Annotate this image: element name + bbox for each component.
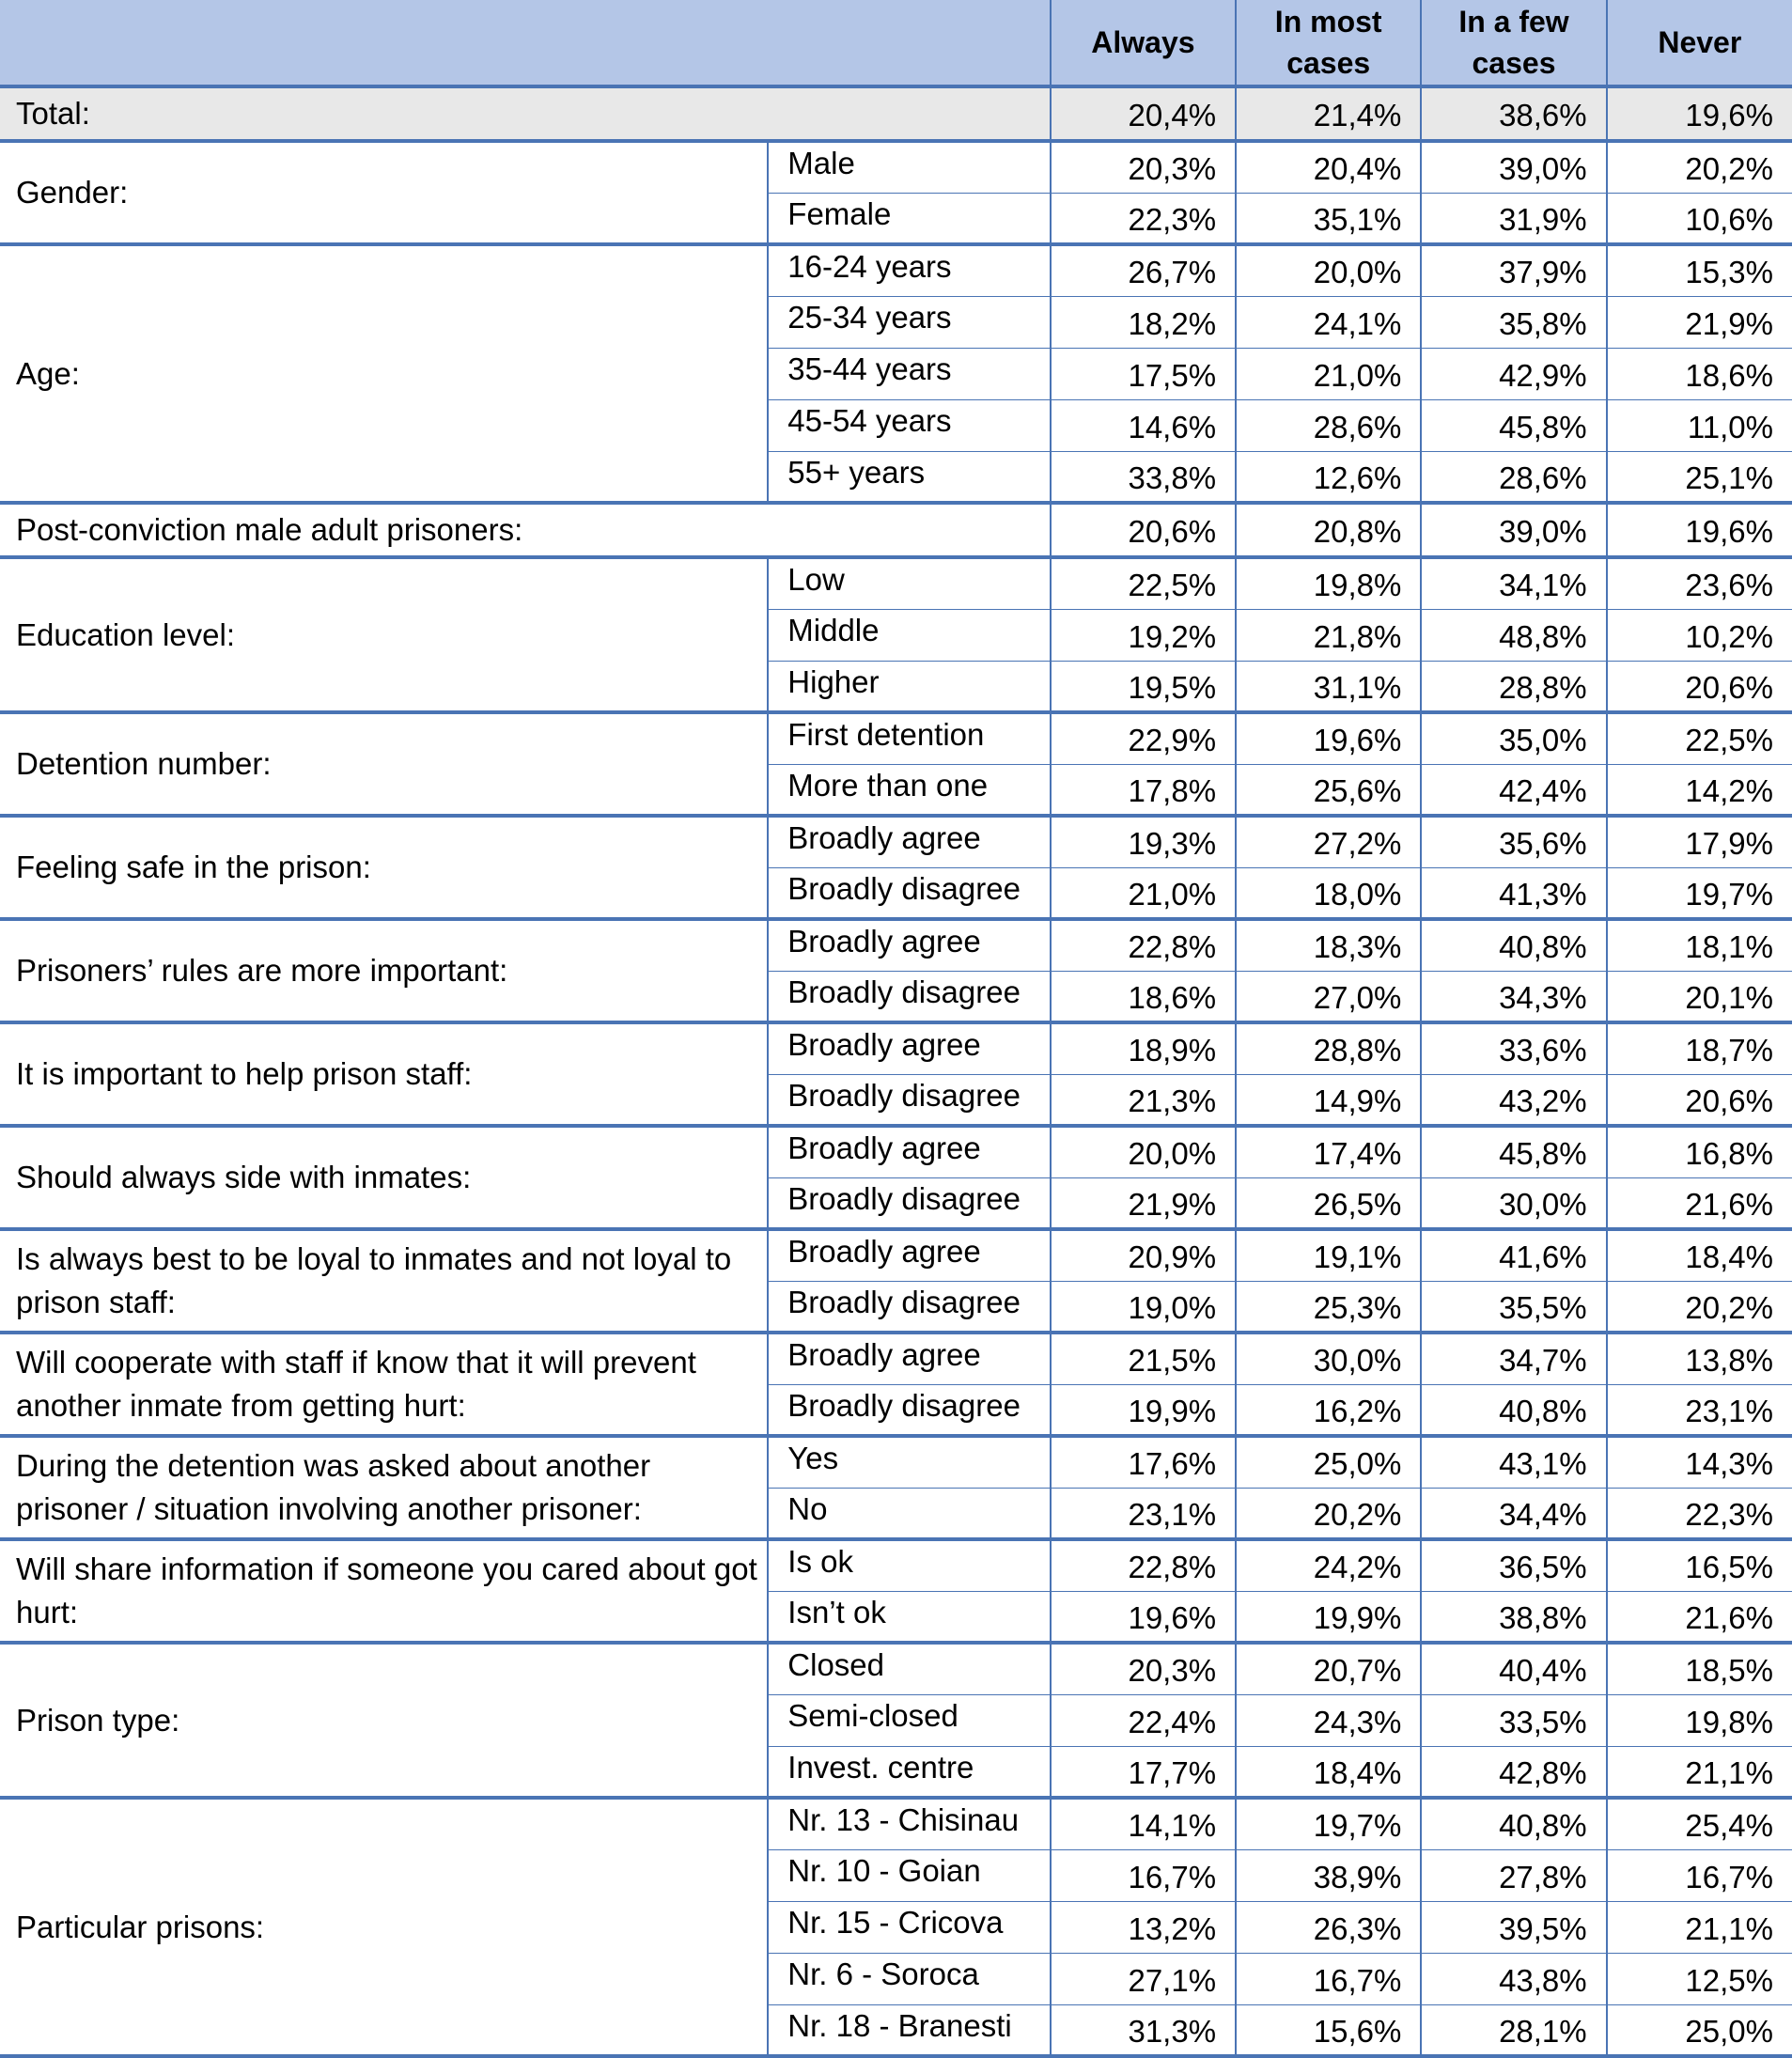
cell-value: 38,6% xyxy=(1421,86,1606,141)
cell-value: 40,8% xyxy=(1421,1384,1606,1436)
group-label: Should always side with inmates: xyxy=(0,1126,768,1229)
cell-value: 19,6% xyxy=(1607,86,1792,141)
cell-value: 24,1% xyxy=(1236,296,1421,348)
cell-value: 20,1% xyxy=(1607,971,1792,1022)
cell-value: 28,1% xyxy=(1421,2004,1606,2056)
row-label: Broadly disagree xyxy=(768,1384,1050,1436)
cell-value: 27,8% xyxy=(1421,1849,1606,1901)
cell-value: 17,4% xyxy=(1236,1126,1421,1177)
cell-value: 19,0% xyxy=(1051,1281,1236,1333)
cell-value: 31,9% xyxy=(1421,193,1606,244)
cell-value: 20,2% xyxy=(1607,1281,1792,1333)
row-label: Male xyxy=(768,141,1050,193)
cell-value: 34,3% xyxy=(1421,971,1606,1022)
cell-value: 31,3% xyxy=(1051,2004,1236,2056)
row-label: Nr. 10 - Goian xyxy=(768,1849,1050,1901)
cell-value: 20,7% xyxy=(1236,1643,1421,1694)
table-row xyxy=(0,1436,1792,1488)
cell-value: 35,6% xyxy=(1421,816,1606,867)
group-label: Prison type: xyxy=(0,1643,768,1798)
cell-value: 19,6% xyxy=(1607,503,1792,557)
cell-value: 23,1% xyxy=(1051,1488,1236,1539)
row-label: Broadly disagree xyxy=(768,1177,1050,1229)
cell-value: 21,0% xyxy=(1236,348,1421,399)
cell-value: 26,5% xyxy=(1236,1177,1421,1229)
group-label: Feeling safe in the prison: xyxy=(0,816,768,919)
header-row xyxy=(0,0,1792,86)
cell-value: 17,5% xyxy=(1051,348,1236,399)
row-label: 16-24 years xyxy=(768,244,1050,296)
cell-value: 45,8% xyxy=(1421,1126,1606,1177)
cell-value: 35,1% xyxy=(1236,193,1421,244)
cell-value: 16,7% xyxy=(1051,1849,1236,1901)
row-label: Broadly agree xyxy=(768,1022,1050,1074)
group-label: Will share information if someone you cared about got hurt: xyxy=(0,1539,768,1643)
cell-value: 18,6% xyxy=(1607,348,1792,399)
row-label: Closed xyxy=(768,1643,1050,1694)
cell-value: 16,7% xyxy=(1236,1953,1421,2004)
table-row xyxy=(0,1022,1792,1074)
row-label: 55+ years xyxy=(768,451,1050,503)
row-label: Isn’t ok xyxy=(768,1591,1050,1643)
total-row xyxy=(0,86,1792,141)
cell-value: 15,6% xyxy=(1236,2004,1421,2056)
post-conviction-label: Post-conviction male adult prisoners: xyxy=(0,503,1051,557)
cell-value: 20,2% xyxy=(1607,141,1792,193)
cell-value: 25,0% xyxy=(1607,2004,1792,2056)
cell-value: 19,9% xyxy=(1051,1384,1236,1436)
row-label: Nr. 13 - Chisinau xyxy=(768,1798,1050,1849)
table-row xyxy=(0,919,1792,971)
cell-value: 13,8% xyxy=(1607,1333,1792,1384)
cell-value: 22,4% xyxy=(1051,1694,1236,1746)
cell-value: 19,8% xyxy=(1236,557,1421,609)
post-conviction-row xyxy=(0,503,1792,557)
cell-value: 33,5% xyxy=(1421,1694,1606,1746)
group-label: Will cooperate with staff if know that it will prevent another inmate from getting hurt: xyxy=(0,1333,768,1436)
row-label: First detention xyxy=(768,712,1050,764)
cell-value: 25,1% xyxy=(1607,451,1792,503)
table-row xyxy=(0,1333,1792,1384)
cell-value: 17,9% xyxy=(1607,816,1792,867)
cell-value: 19,8% xyxy=(1607,1694,1792,1746)
table-row xyxy=(0,712,1792,764)
cell-value: 45,8% xyxy=(1421,399,1606,451)
row-label: Broadly agree xyxy=(768,1333,1050,1384)
cell-value: 22,8% xyxy=(1051,1539,1236,1591)
table-row xyxy=(0,816,1792,867)
cell-value: 10,6% xyxy=(1607,193,1792,244)
cell-value: 24,3% xyxy=(1236,1694,1421,1746)
cell-value: 28,6% xyxy=(1236,399,1421,451)
cell-value: 20,0% xyxy=(1236,244,1421,296)
cell-value: 16,2% xyxy=(1236,1384,1421,1436)
cell-value: 18,7% xyxy=(1607,1022,1792,1074)
cell-value: 25,4% xyxy=(1607,1798,1792,1849)
group-label: Prisoners’ rules are more important: xyxy=(0,919,768,1022)
cell-value: 48,8% xyxy=(1421,609,1606,661)
row-label: 25-34 years xyxy=(768,296,1050,348)
cell-value: 19,7% xyxy=(1607,867,1792,919)
cell-value: 21,0% xyxy=(1051,867,1236,919)
cell-value: 11,0% xyxy=(1607,399,1792,451)
cell-value: 18,9% xyxy=(1051,1022,1236,1074)
table-row xyxy=(0,244,1792,296)
row-label: Broadly agree xyxy=(768,919,1050,971)
row-label: Nr. 18 - Branesti xyxy=(768,2004,1050,2056)
group-label: It is important to help prison staff: xyxy=(0,1022,768,1126)
group-label: Age: xyxy=(0,244,768,503)
cell-value: 14,6% xyxy=(1051,399,1236,451)
cell-value: 21,9% xyxy=(1607,296,1792,348)
cell-value: 21,1% xyxy=(1607,1901,1792,1953)
cell-value: 24,2% xyxy=(1236,1539,1421,1591)
cell-value: 20,2% xyxy=(1236,1488,1421,1539)
cell-value: 14,9% xyxy=(1236,1074,1421,1126)
cell-value: 22,9% xyxy=(1051,712,1236,764)
row-label: Nr. 15 - Cricova xyxy=(768,1901,1050,1953)
cell-value: 30,0% xyxy=(1421,1177,1606,1229)
cell-value: 20,3% xyxy=(1051,1643,1236,1694)
row-label: 35-44 years xyxy=(768,348,1050,399)
cell-value: 20,0% xyxy=(1051,1126,1236,1177)
group-label: Education level: xyxy=(0,557,768,712)
cell-value: 28,6% xyxy=(1421,451,1606,503)
cell-value: 39,0% xyxy=(1421,503,1606,557)
cell-value: 19,6% xyxy=(1236,712,1421,764)
col-header-in-most-cases: In most cases xyxy=(1236,0,1421,86)
cell-value: 33,6% xyxy=(1421,1022,1606,1074)
cell-value: 12,5% xyxy=(1607,1953,1792,2004)
cell-value: 12,6% xyxy=(1236,451,1421,503)
group-label: During the detention was asked about another prisoner / situation involving another prisoner: xyxy=(0,1436,768,1539)
row-label: Is ok xyxy=(768,1539,1050,1591)
cell-value: 19,3% xyxy=(1051,816,1236,867)
group-label: Particular prisons: xyxy=(0,1798,768,2056)
cell-value: 27,2% xyxy=(1236,816,1421,867)
cell-value: 17,6% xyxy=(1051,1436,1236,1488)
row-label: Broadly disagree xyxy=(768,971,1050,1022)
row-label: Broadly disagree xyxy=(768,1074,1050,1126)
cell-value: 16,8% xyxy=(1607,1126,1792,1177)
group-label: Gender: xyxy=(0,141,768,244)
col-header-in-a-few-cases: In a few cases xyxy=(1421,0,1606,86)
cell-value: 18,0% xyxy=(1236,867,1421,919)
table-row xyxy=(0,1798,1792,1849)
table-row xyxy=(0,1126,1792,1177)
cell-value: 20,6% xyxy=(1607,1074,1792,1126)
cell-value: 41,3% xyxy=(1421,867,1606,919)
cell-value: 22,5% xyxy=(1051,557,1236,609)
row-label: Broadly agree xyxy=(768,1126,1050,1177)
cell-value: 14,2% xyxy=(1607,764,1792,816)
cell-value: 34,4% xyxy=(1421,1488,1606,1539)
cell-value: 22,3% xyxy=(1051,193,1236,244)
row-label: Low xyxy=(768,557,1050,609)
total-label: Total: xyxy=(0,86,1051,141)
row-label: 45-54 years xyxy=(768,399,1050,451)
cell-value: 19,1% xyxy=(1236,1229,1421,1281)
cell-value: 36,5% xyxy=(1421,1539,1606,1591)
cell-value: 18,1% xyxy=(1607,919,1792,971)
table-row xyxy=(0,557,1792,609)
cell-value: 10,2% xyxy=(1607,609,1792,661)
cell-value: 27,1% xyxy=(1051,1953,1236,2004)
row-label: Broadly agree xyxy=(768,1229,1050,1281)
cell-value: 43,8% xyxy=(1421,1953,1606,2004)
row-label: Semi-closed xyxy=(768,1694,1050,1746)
col-header-never: Never xyxy=(1607,0,1792,86)
row-label: Female xyxy=(768,193,1050,244)
cell-value: 18,6% xyxy=(1051,971,1236,1022)
table-row xyxy=(0,1229,1792,1281)
cell-value: 21,6% xyxy=(1607,1177,1792,1229)
cell-value: 30,0% xyxy=(1236,1333,1421,1384)
cell-value: 18,5% xyxy=(1607,1643,1792,1694)
row-label: Broadly disagree xyxy=(768,867,1050,919)
cell-value: 25,6% xyxy=(1236,764,1421,816)
cell-value: 16,5% xyxy=(1607,1539,1792,1591)
cell-value: 26,3% xyxy=(1236,1901,1421,1953)
cell-value: 27,0% xyxy=(1236,971,1421,1022)
cell-value: 26,7% xyxy=(1051,244,1236,296)
cell-value: 14,1% xyxy=(1051,1798,1236,1849)
cell-value: 42,8% xyxy=(1421,1746,1606,1798)
cell-value: 37,9% xyxy=(1421,244,1606,296)
row-label: Broadly disagree xyxy=(768,1281,1050,1333)
cell-value: 18,4% xyxy=(1607,1229,1792,1281)
row-label: No xyxy=(768,1488,1050,1539)
cell-value: 35,0% xyxy=(1421,712,1606,764)
row-label: Broadly agree xyxy=(768,816,1050,867)
cell-value: 42,9% xyxy=(1421,348,1606,399)
col-header-always: Always xyxy=(1051,0,1236,86)
cell-value: 14,3% xyxy=(1607,1436,1792,1488)
cell-value: 42,4% xyxy=(1421,764,1606,816)
cell-value: 15,3% xyxy=(1607,244,1792,296)
cell-value: 19,6% xyxy=(1051,1591,1236,1643)
cell-value: 25,3% xyxy=(1236,1281,1421,1333)
cell-value: 17,8% xyxy=(1051,764,1236,816)
cell-value: 28,8% xyxy=(1236,1022,1421,1074)
row-label: Higher xyxy=(768,661,1050,712)
cell-value: 35,8% xyxy=(1421,296,1606,348)
cell-value: 21,8% xyxy=(1236,609,1421,661)
cell-value: 20,3% xyxy=(1051,141,1236,193)
cell-value: 40,8% xyxy=(1421,919,1606,971)
cell-value: 22,3% xyxy=(1607,1488,1792,1539)
cell-value: 41,6% xyxy=(1421,1229,1606,1281)
table-row xyxy=(0,141,1792,193)
cell-value: 22,5% xyxy=(1607,712,1792,764)
cell-value: 38,8% xyxy=(1421,1591,1606,1643)
row-label: Invest. centre xyxy=(768,1746,1050,1798)
cell-value: 22,8% xyxy=(1051,919,1236,971)
cell-value: 34,1% xyxy=(1421,557,1606,609)
cell-value: 25,0% xyxy=(1236,1436,1421,1488)
cell-value: 43,2% xyxy=(1421,1074,1606,1126)
header-blank xyxy=(0,0,1051,86)
cell-value: 21,4% xyxy=(1236,86,1421,141)
table-row xyxy=(0,1539,1792,1591)
cell-value: 19,2% xyxy=(1051,609,1236,661)
row-label: Nr. 6 - Soroca xyxy=(768,1953,1050,2004)
cell-value: 23,1% xyxy=(1607,1384,1792,1436)
cell-value: 20,4% xyxy=(1051,86,1236,141)
cell-value: 40,4% xyxy=(1421,1643,1606,1694)
cell-value: 23,6% xyxy=(1607,557,1792,609)
cell-value: 18,3% xyxy=(1236,919,1421,971)
cell-value: 21,6% xyxy=(1607,1591,1792,1643)
cell-value: 40,8% xyxy=(1421,1798,1606,1849)
cell-value: 20,6% xyxy=(1051,503,1236,557)
row-label: Yes xyxy=(768,1436,1050,1488)
cell-value: 19,5% xyxy=(1051,661,1236,712)
cell-value: 39,0% xyxy=(1421,141,1606,193)
cell-value: 34,7% xyxy=(1421,1333,1606,1384)
row-label: More than one xyxy=(768,764,1050,816)
cell-value: 38,9% xyxy=(1236,1849,1421,1901)
cell-value: 43,1% xyxy=(1421,1436,1606,1488)
cell-value: 20,9% xyxy=(1051,1229,1236,1281)
cell-value: 21,3% xyxy=(1051,1074,1236,1126)
cell-value: 16,7% xyxy=(1607,1849,1792,1901)
cell-value: 39,5% xyxy=(1421,1901,1606,1953)
row-label: Middle xyxy=(768,609,1050,661)
cell-value: 21,1% xyxy=(1607,1746,1792,1798)
cell-value: 18,4% xyxy=(1236,1746,1421,1798)
cell-value: 13,2% xyxy=(1051,1901,1236,1953)
cell-value: 35,5% xyxy=(1421,1281,1606,1333)
cell-value: 31,1% xyxy=(1236,661,1421,712)
cell-value: 20,4% xyxy=(1236,141,1421,193)
cell-value: 21,9% xyxy=(1051,1177,1236,1229)
cell-value: 28,8% xyxy=(1421,661,1606,712)
cell-value: 17,7% xyxy=(1051,1746,1236,1798)
cell-value: 18,2% xyxy=(1051,296,1236,348)
table-row xyxy=(0,1643,1792,1694)
cell-value: 20,8% xyxy=(1236,503,1421,557)
group-label: Is always best to be loyal to inmates and not loyal to prison staff: xyxy=(0,1229,768,1333)
cell-value: 33,8% xyxy=(1051,451,1236,503)
cell-value: 20,6% xyxy=(1607,661,1792,712)
cell-value: 19,9% xyxy=(1236,1591,1421,1643)
group-label: Detention number: xyxy=(0,712,768,816)
cell-value: 19,7% xyxy=(1236,1798,1421,1849)
cell-value: 21,5% xyxy=(1051,1333,1236,1384)
